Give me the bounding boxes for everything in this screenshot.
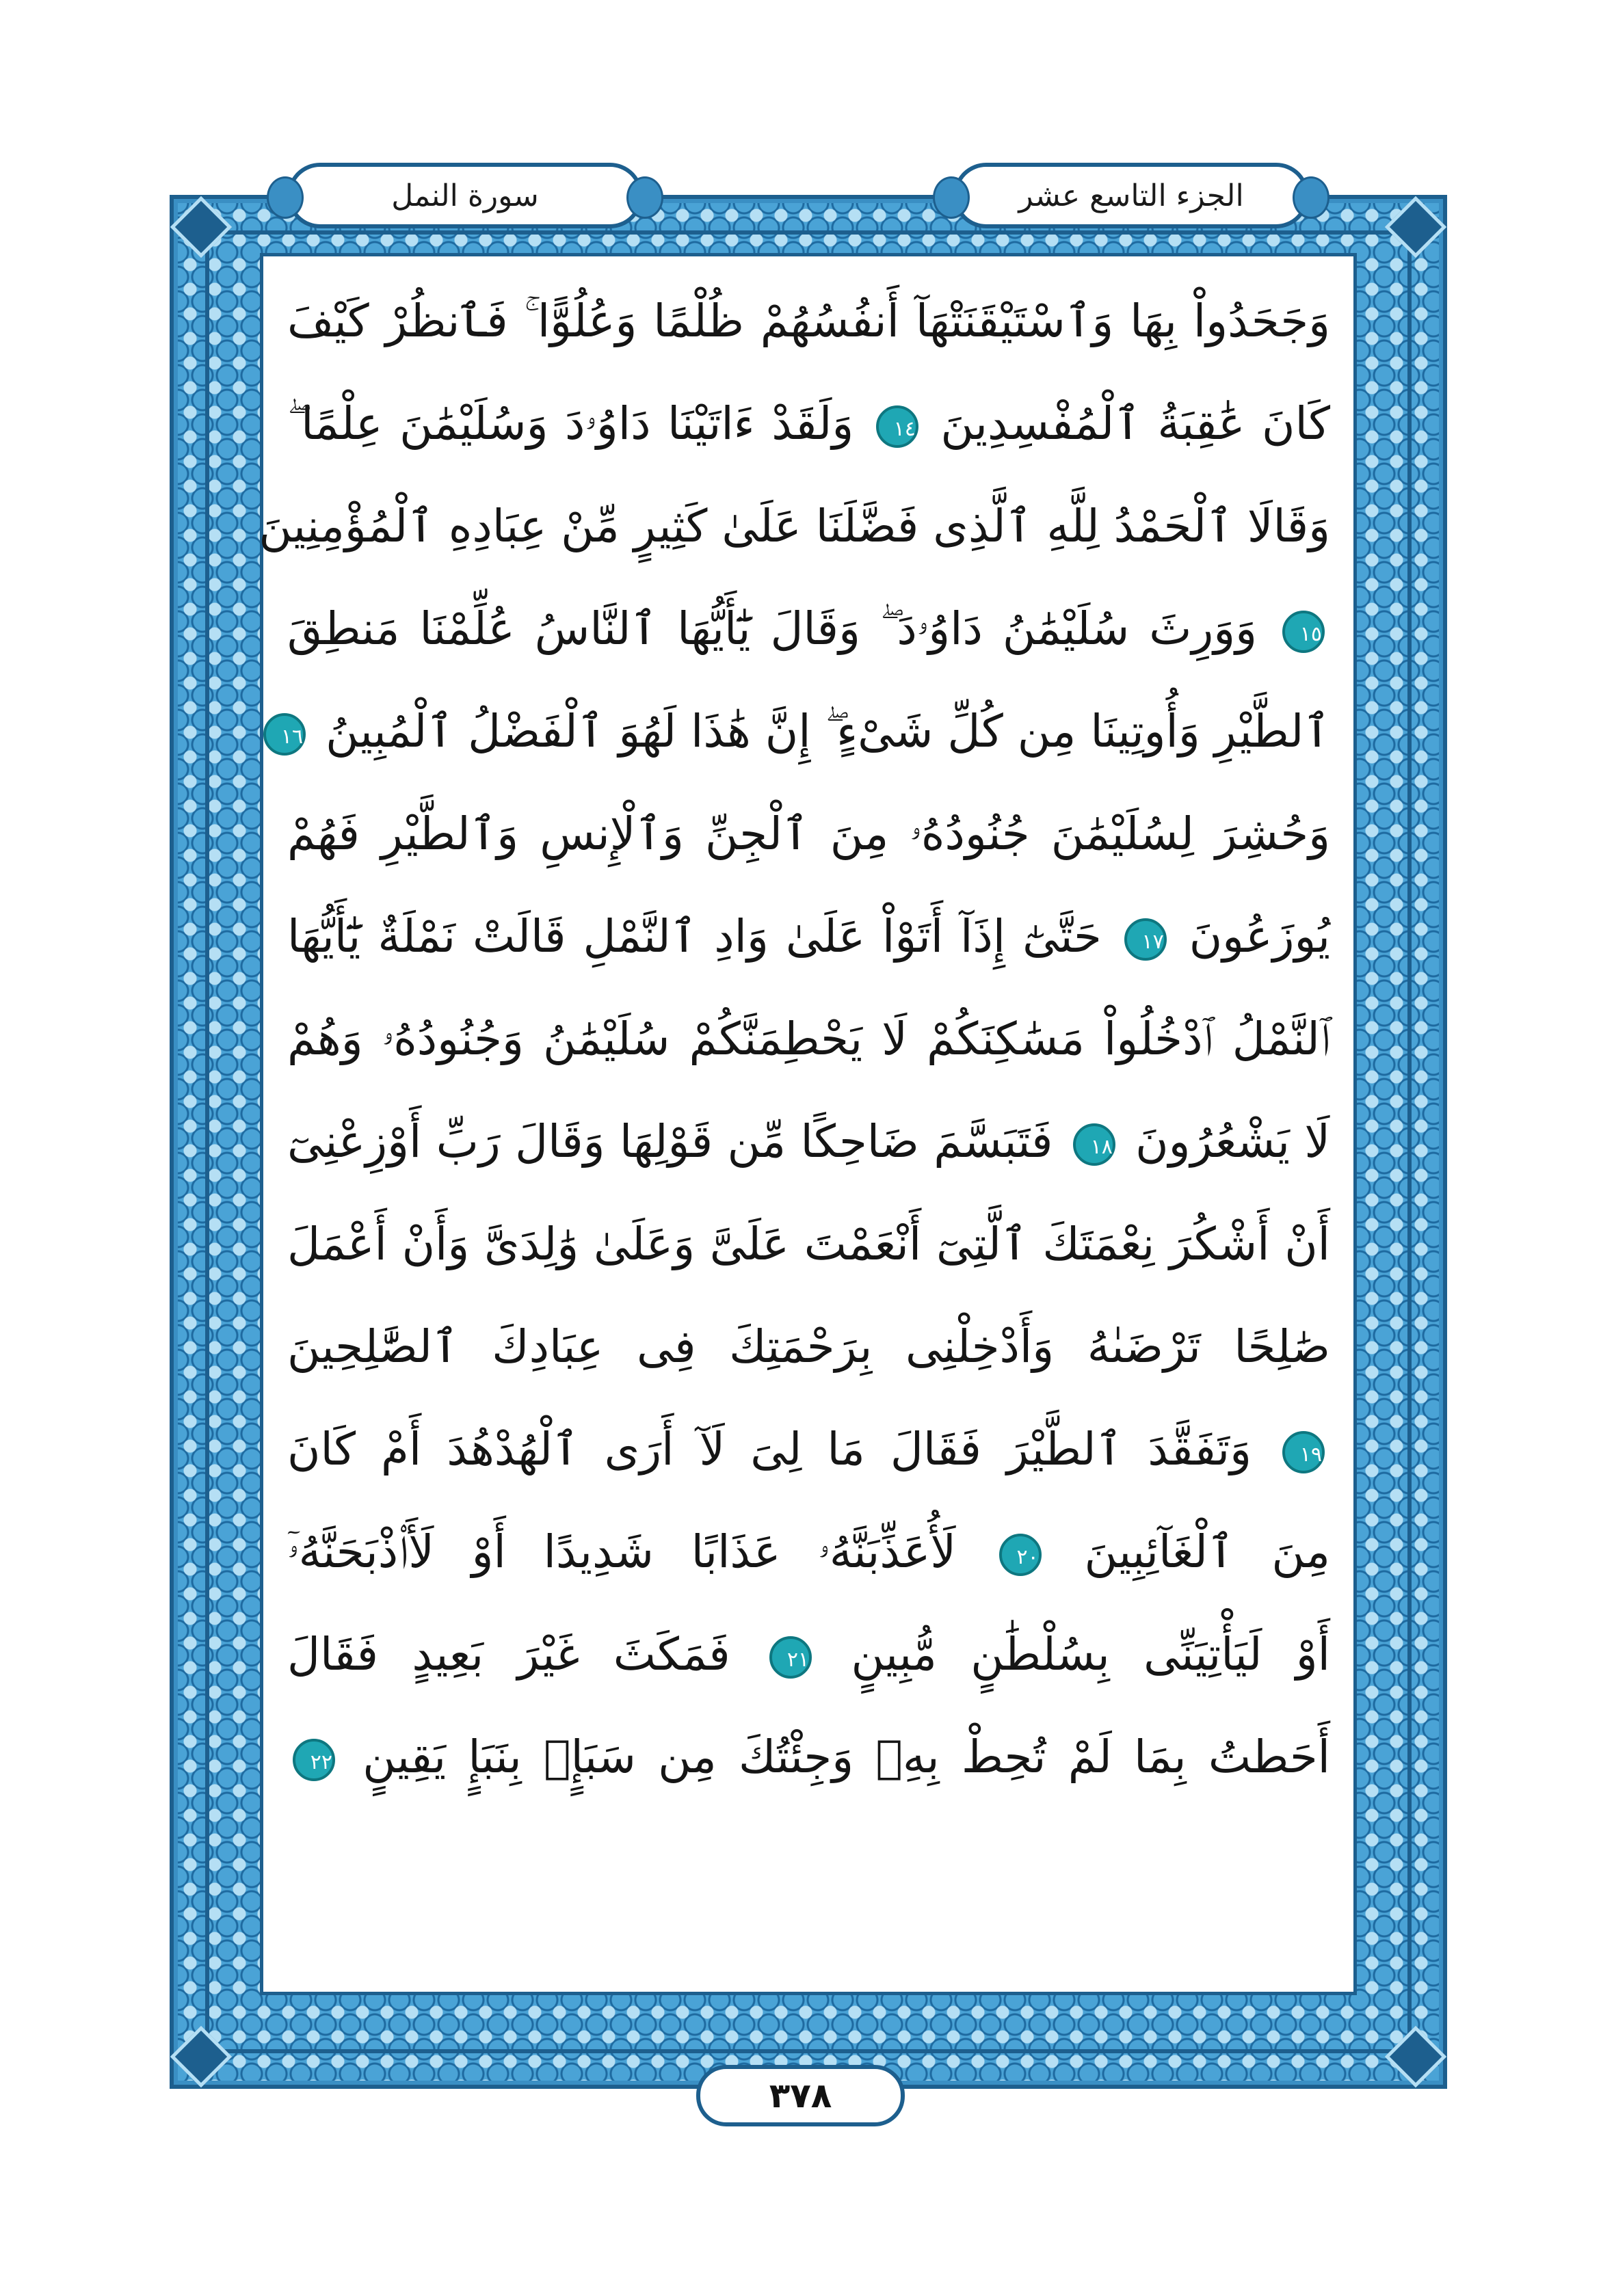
line-text: ٱلنَّمْلُ ٱدْخُلُواْ مَسَٰكِنَكُمْ لَا يَحْطِمَنَّكُمْ سُلَيْمَٰنُ وَجُنُودُهُۥ وَهُمْ	[287, 1013, 1330, 1065]
text-line-13	[287, 1501, 1330, 1603]
line-text: أَوْ لَيَأْتِيَنِّى بِسُلْطَٰنٍ مُّبِينٍ	[851, 1628, 1331, 1681]
text-line-9	[287, 1091, 1330, 1193]
surah-name-cartouche	[287, 163, 643, 228]
line-text: وَتَفَقَّدَ ٱلطَّيْرَ فَقَالَ مَا لِىَ لَآ أَرَى ٱلْهُدْهُدَ أَمْ كَانَ	[287, 1423, 1252, 1476]
line-text: يُوزَعُونَ	[1189, 910, 1330, 963]
ayah-number-marker: ١٨	[1073, 1123, 1115, 1166]
line-text: وَجَحَدُواْ بِهَا وَٱسْتَيْقَنَتْهَآ أَنفُسُهُمْ ظُلْمًا وَعُلُوًّا ۚ فَٱنظُرْ كَيْفَ	[287, 295, 1330, 347]
line-text: وَقَالَا ٱلْحَمْدُ لِلَّهِ ٱلَّذِى فَضَّلَنَا عَلَىٰ كَثِيرٍ مِّنْ عِبَادِهِ ٱلْمُؤْمِنِينَ	[259, 500, 1330, 552]
line-text: فَتَبَسَّمَ ضَاحِكًا مِّن قَوْلِهَا وَقَالَ رَبِّ أَوْزِعْنِىٓ	[287, 1115, 1053, 1168]
ayah-number-marker: ١٤	[876, 405, 918, 448]
line-text: أَحَطتُ بِمَا لَمْ تُحِطْ بِهِۦ وَجِئْتُكَ مِن سَبَإٍۭ بِنَبَإٍ يَقِينٍ	[362, 1731, 1330, 1783]
surah-name: سورة النمل	[391, 178, 539, 213]
text-line-5	[280, 680, 1330, 783]
line-text: ٱلطَّيْرِ وَأُوتِينَا مِن كُلِّ شَىْءٍ ۖ إِنَّ هَٰذَا لَهُوَ ٱلْفَضْلُ ٱلْمُبِينُ	[326, 705, 1330, 758]
line-text: وَحُشِرَ لِسُلَيْمَٰنَ جُنُودُهُۥ مِنَ ٱلْجِنِّ وَٱلْإِنسِ وَٱلطَّيْرِ فَهُمْ	[287, 807, 1330, 860]
juz-name-cartouche	[953, 163, 1309, 228]
ayah-number-marker: ١٥	[1282, 611, 1325, 653]
text-line-11	[287, 1296, 1330, 1398]
ayah-number-marker: ٢٠	[999, 1534, 1042, 1576]
page-number: ٣٧٨	[769, 2076, 832, 2115]
juz-name: الجزء التاسع عشر	[1018, 178, 1244, 213]
text-line-12	[287, 1398, 1330, 1501]
text-line-8	[287, 988, 1330, 1091]
ayah-number-marker: ١٩	[1282, 1431, 1325, 1473]
line-text: أَنْ أَشْكُرَ نِعْمَتَكَ ٱلَّتِىٓ أَنْعَمْتَ عَلَىَّ وَعَلَىٰ وَٰلِدَىَّ وَأَنْ أَعْمَلَ	[287, 1218, 1330, 1270]
text-line-7	[287, 885, 1330, 988]
line-text: مِنَ ٱلْغَآئِبِينَ	[1084, 1525, 1330, 1578]
quran-text-lines	[259, 270, 1331, 1979]
text-line-3	[259, 475, 1330, 578]
line-text: لَا يَشْعُرُونَ	[1135, 1115, 1330, 1168]
line-text: وَلَقَدْ ءَاتَيْنَا دَاوُۥدَ وَسُلَيْمَٰنَ عِلْمًا ۖ	[287, 397, 854, 450]
page-number-cartouche	[696, 2065, 905, 2126]
line-text: صَٰلِحًا تَرْضَىٰهُ وَأَدْخِلْنِى بِرَحْمَتِكَ فِى عِبَادِكَ ٱلصَّٰلِحِينَ	[287, 1320, 1330, 1373]
line-text: حَتَّىٰٓ إِذَآ أَتَوْاْ عَلَىٰ وَادِ ٱلنَّمْلِ قَالَتْ نَمْلَةٌ يَٰٓأَيُّهَا	[287, 910, 1102, 963]
text-line-6	[287, 783, 1330, 885]
text-line-14	[287, 1603, 1330, 1706]
line-text: وَوَرِثَ سُلَيْمَٰنُ دَاوُۥدَ ۖ وَقَالَ يَٰٓأَيُّهَا ٱلنَّاسُ عُلِّمْنَا مَنطِقَ	[287, 602, 1258, 655]
ayah-number-marker: ١٧	[1124, 918, 1167, 961]
text-line-1	[287, 270, 1330, 373]
line-text: لَأُعَذِّبَنَّهُۥ عَذَابًا شَدِيدًا أَوْ لَأَا۟ذْبَحَنَّهُۥٓ	[287, 1525, 957, 1578]
ayah-number-marker: ٢٢	[293, 1739, 335, 1781]
text-line-4	[287, 578, 1330, 680]
text-line-10	[287, 1193, 1330, 1296]
ayah-number-marker: ٢١	[769, 1636, 812, 1679]
text-line-15	[287, 1706, 1330, 1808]
ayah-number-marker: ١٦	[263, 713, 306, 756]
text-line-2	[287, 373, 1330, 475]
line-text: كَانَ عَٰقِبَةُ ٱلْمُفْسِدِينَ	[940, 397, 1331, 450]
line-text: فَمَكَثَ غَيْرَ بَعِيدٍ فَقَالَ	[287, 1628, 730, 1681]
